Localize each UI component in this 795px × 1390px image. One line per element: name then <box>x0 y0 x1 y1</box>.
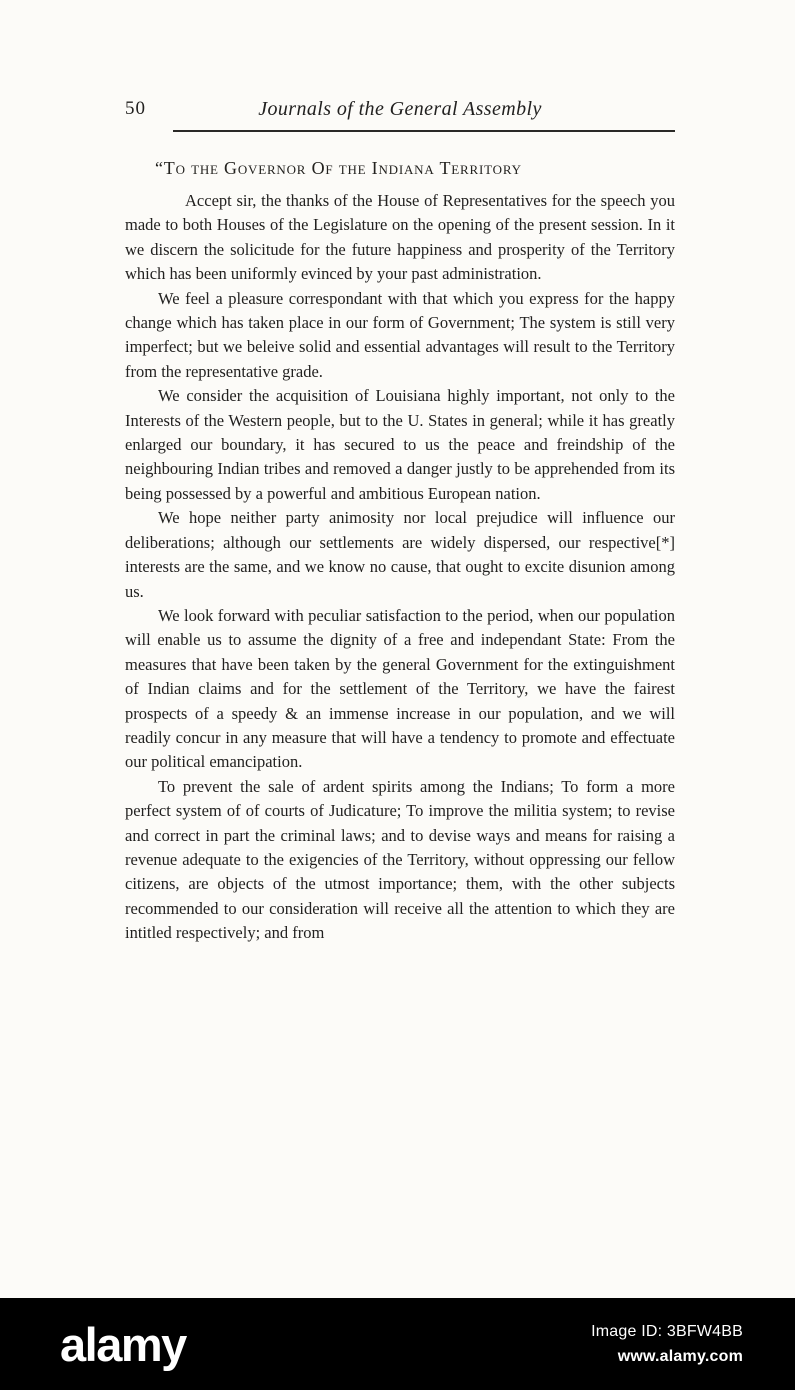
document-heading: “To the Governor Of the Indiana Territory <box>155 158 522 178</box>
paragraph: To prevent the sale of ardent spirits among the Indians; To form a more perfect system of of courts of Judicature; To improve the militia system; to revise and correct in part the criminal laws; and to devise ways and means for raising a revenue adequate to the exigencies of the Territory, without oppressing our fellow citizens, are objects of the utmost importance; them, with the other subjects recommended to our consideration will receive all the attention to which they are intitled respectively; and from <box>125 776 675 943</box>
alamy-logo: alamy <box>60 1317 186 1371</box>
paragraph: We hope neither party animosity nor local prejudice will influence our deliberations; although our settlements are widely dispersed, our respective[*] interests are the same, and we know no cause, that ought to excite disunion among us. <box>125 508 675 601</box>
page-content <box>125 98 675 946</box>
page-number: 50 <box>125 98 146 119</box>
header-rule <box>173 130 675 132</box>
image-id: Image ID: 3BFW4BB <box>591 1322 743 1340</box>
watermark-bar <box>0 1298 795 1390</box>
paragraph: We feel a pleasure correspondant with that which you express for the happy change which has taken place in our form of Government; The system is still very imperfect; but we beleive solid and essential advantages will result to the Territory from the representative grade. <box>125 288 675 381</box>
watermark-info <box>591 1323 743 1366</box>
body-text <box>125 189 675 946</box>
paragraph: We look forward with peculiar satisfaction to the period, when our population will enable us to assume the dignity of a free and independant State: From the measures that have been taken by the general Government for the extinguishment of Indian claims and for the settlement of the Territory, we have the fairest prospects of a speedy & an immense increase in our population, and we will readily concur in any measure that will have a tendency to promote and effectuate our political emancipation. <box>125 605 675 772</box>
running-title: Journals of the General Assembly <box>258 98 542 120</box>
paragraph: We consider the acquisition of Louisiana highly important, not only to the Interests of the Western people, but to the U. States in general; while it has greatly enlarged our boundary, it has secured to us the peace and freindship of the neighbouring Indian tribes and removed a danger justly to be apprehended from its being possessed by a powerful and ambitious European nation. <box>125 386 675 503</box>
alamy-url: www.alamy.com <box>617 1347 743 1365</box>
page-header <box>125 98 675 126</box>
paragraph: Accept sir, the thanks of the House of Representatives for the speech you made to both Houses of the Legislature on the opening of the present session. In it we discern the solicitude for the future happiness and prosperity of the Territory which has been uniformly evinced by your past administration. <box>125 191 675 284</box>
